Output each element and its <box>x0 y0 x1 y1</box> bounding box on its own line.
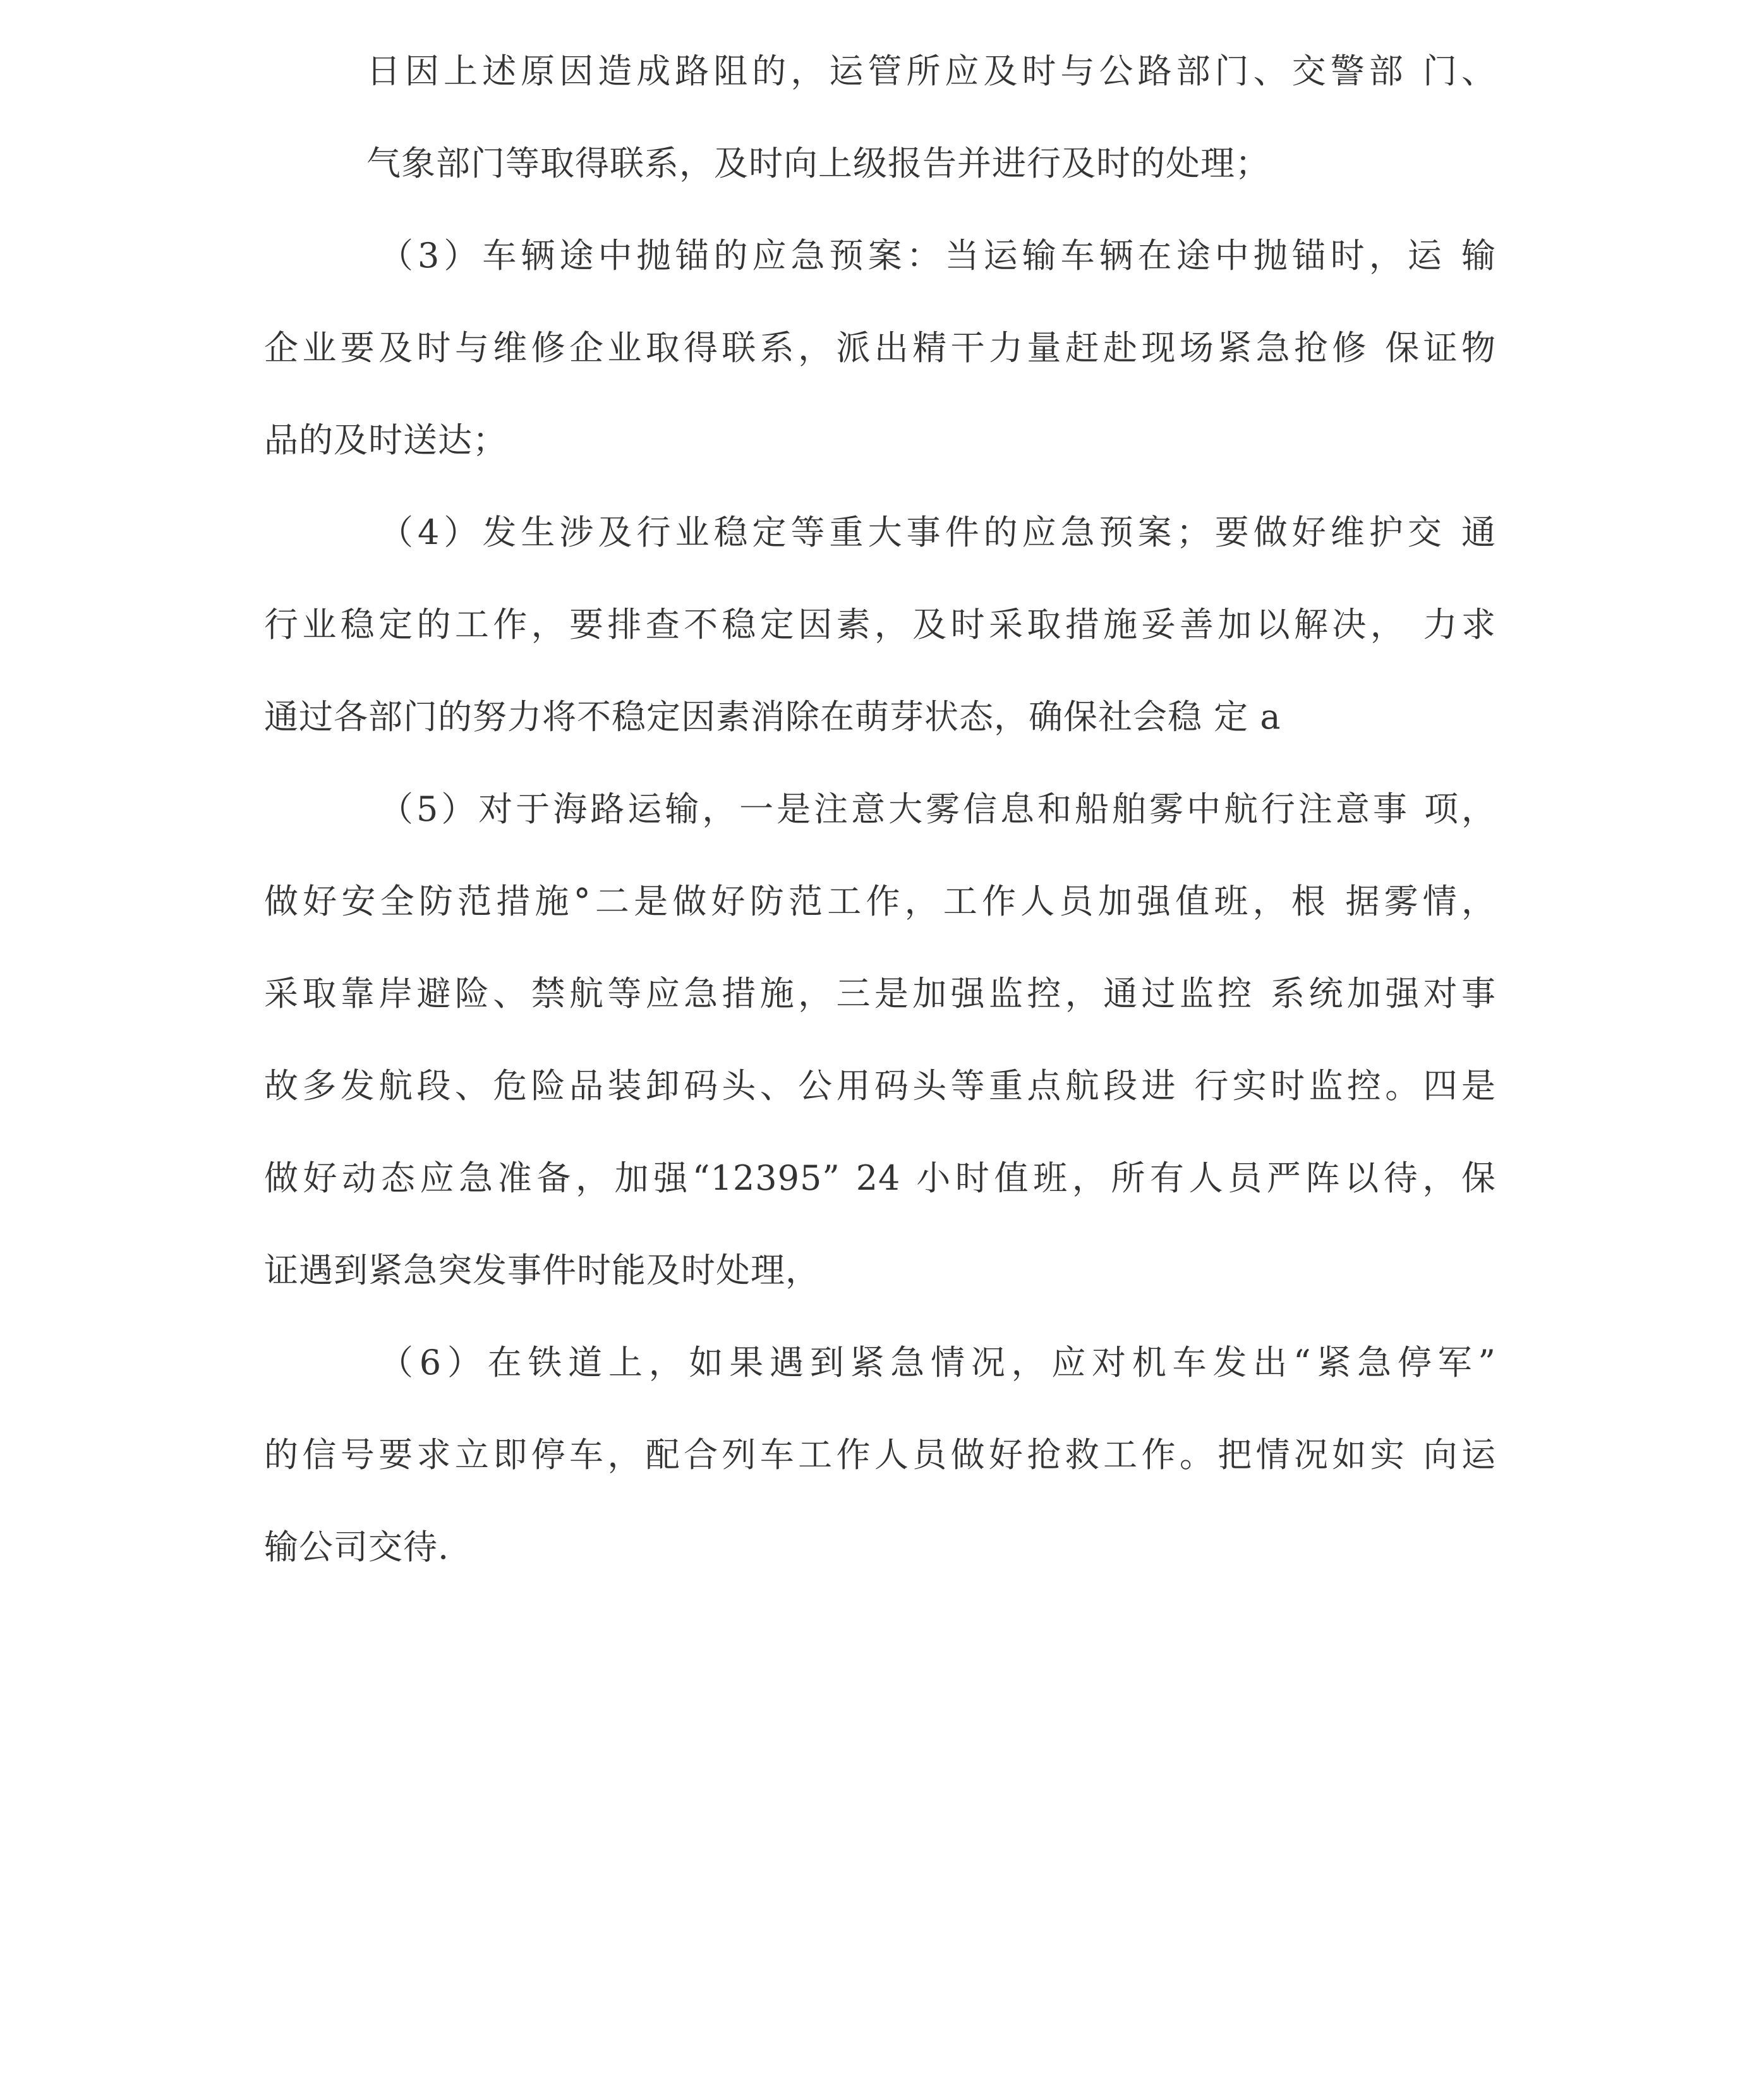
text-line: 证遇到紧急突发事件时能及时处理， <box>264 1250 820 1290</box>
text-line: 日因上述原因造成路阻的，运管所应及时与公路部门、交警部 门、 <box>366 51 1496 91</box>
text-line: 做好动态应急准备，加强“12395” 24 小时值班，所有人员严阵以待，保 <box>264 1158 1496 1198</box>
text-line: 的信号要求立即停车，配合列车工作人员做好抢救工作。把情况如实 向运 <box>264 1435 1496 1475</box>
text-line: 采取靠岸避险、禁航等应急措施，三是加强监控，通过监控 系统加强对事 <box>264 974 1496 1013</box>
document-body <box>264 25 1496 1593</box>
text-line: 企业要及时与维修企业取得联系，派出精干力量赶赴现场紧急抢修 保证物 <box>264 328 1496 368</box>
text-line: 行业稳定的工作，要排查不稳定因素，及时采取措施妥善加以解决， 力求 <box>264 605 1496 644</box>
text-line: （3）车辆途中抛锚的应急预案：当运输车辆在途中抛锚时，运 输 <box>379 236 1496 275</box>
text-line: 通过各部门的努力将不稳定因素消除在萌芽状态，确保社会稳 定 a <box>264 697 1281 737</box>
text-line: 气象部门等取得联系，及时向上级报告并进行及时的处理； <box>366 143 1270 183</box>
text-line: 输公司交待. <box>264 1527 450 1567</box>
text-line: 品的及时送达； <box>264 420 507 460</box>
text-line: （5）对于海路运输，一是注意大雾信息和船舶雾中航行注意事 项， <box>379 789 1496 829</box>
text-line: 做好安全防范措施°二是做好防范工作，工作人员加强值班，根 据雾情， <box>264 881 1496 921</box>
text-line: （6）在铁道上，如果遇到紧急情况，应对机车发出“紧急停军” <box>379 1343 1496 1382</box>
text-line: （4）发生涉及行业稳定等重大事件的应急预案；要做好维护交 通 <box>379 512 1496 552</box>
text-line: 故多发航段、危险品装卸码头、公用码头等重点航段进 行实时监控。四是 <box>264 1066 1496 1106</box>
